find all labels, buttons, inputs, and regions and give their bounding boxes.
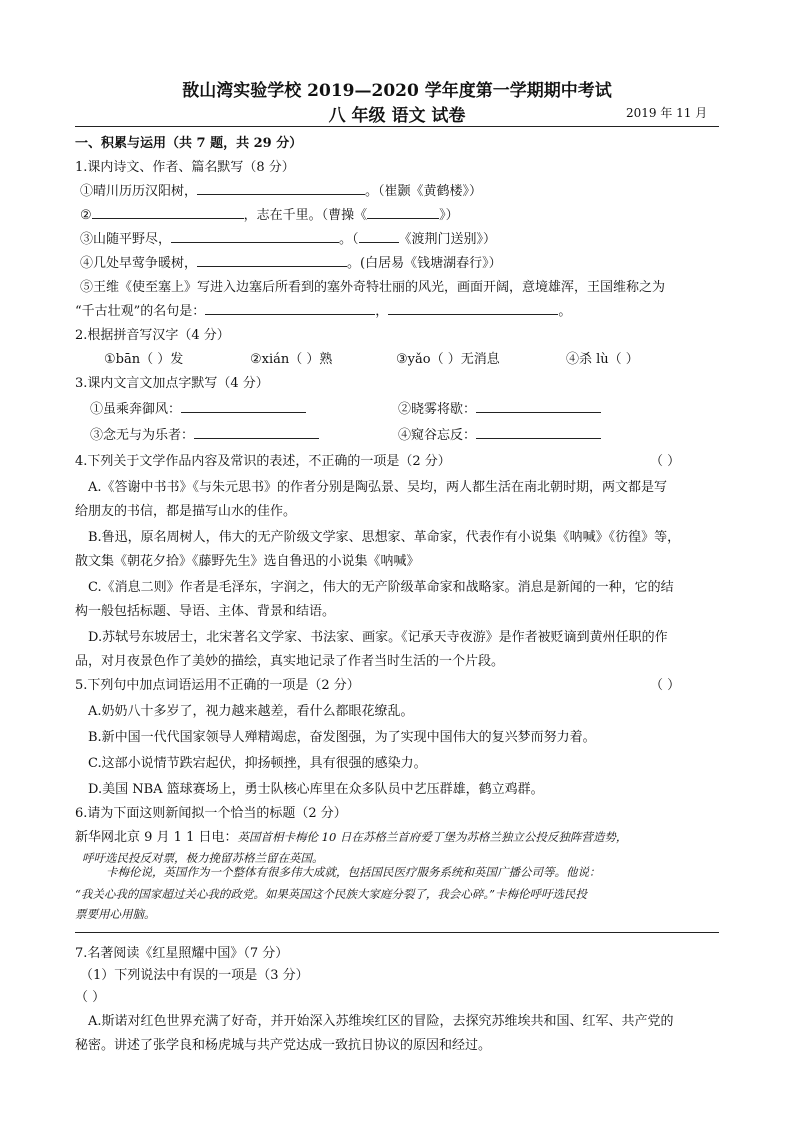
q1-line1 [80,180,482,199]
exam-subtitle: 八 年级 语文 试卷 [328,106,466,126]
q5-option-d: D.美国 NBA 篮球赛场上，勇士队核心库里在众多队员中艺压群雄，鹤立鸡群。 [88,782,544,797]
q5-option-a: A.奶奶八十多岁了，视力越来越差，看什么都眼花缭乱。 [88,704,414,719]
q1-line6-comma: ， [375,304,389,319]
q1-line4-blank[interactable] [197,254,347,267]
q1-line6-period: 。 [558,304,572,319]
q4-stem: 4.下列关于文学作品内容及常识的表述，不正确的一项是（2 分） [75,454,451,469]
q1-line1-source: 。（崔颢《黄鹤楼》） [365,184,483,199]
q4-option-b-line1: B.鲁迅，原名周树人，伟大的无产阶级文学家、思想家、革命家，代表作有小说集《呐喊》《彷徨》等， [88,530,681,545]
q7-option-a-line2: 秘密。讲述了张学良和杨虎城与共产党达成一致抗日协议的原因和经过。 [75,1038,492,1053]
header-divider [75,126,719,127]
q6-news-line3: 卡梅伦说，英国作为一个整体有很多伟大成就，包括国民医疗服务系统和英国广播公司等。他说： [106,865,601,879]
q6-news-line2: 呼吁选民投反对票，极力挽留苏格兰留在英国。 [82,851,324,865]
q3-item-2-blank[interactable] [476,400,601,413]
q5-stem: 5.下列句中加点词语运用不正确的一项是（2 分） [75,678,360,693]
q1-line6-blank2[interactable] [388,302,558,315]
q2-stem: 2.根据拼音写汉字（4 分） [75,328,230,343]
q1-line3 [80,228,496,247]
q1-line3-open: 。（ [339,232,359,247]
q4-option-c-line2: 构一般包括标题、导语、主体、背景和结语。 [75,604,336,619]
q4-option-a-line2: 给朋友的书信，都是描写山水的佳作。 [75,504,297,519]
q3-item-1 [90,398,306,417]
q1-line2-title-blank[interactable] [367,206,439,219]
q4-option-b-line2: 散文集《朝花夕拾》《藤野先生》选自鲁迅的小说集《呐喊》 [75,554,420,569]
q6-news-line1-text: 英国首相卡梅伦 10 日在苏格兰首府爱丁堡为苏格兰独立公投反独阵营造势， [237,830,628,844]
q1-line2-close: 》） [439,208,459,223]
q1-line2-prompt: ② [80,208,92,223]
q5-answer-blank[interactable]: （ ） [650,678,681,693]
q2-item-4: ④杀 lù（ ） [566,352,639,367]
q3-item-4-blank[interactable] [476,426,601,439]
exam-title: 敔山湾实验学校 2019—2020 学年度第一学期期中考试 [182,81,612,101]
q4-option-d-line2: 品，对月夜景色作了美妙的描绘，真实地记录了作者当时生活的一个片段。 [75,654,505,669]
q5-option-b: B.新中国一代代国家领导人殚精竭虑，奋发图强，为了实现中国伟大的复兴梦而努力着。 [88,730,596,745]
q3-item-3-label: ③念无与为乐者： [90,428,195,443]
q1-line4-source: 。(白居易《钱塘湖春行》） [347,256,502,271]
q6-news-dateline: 新华网北京 9 月 1 1 日电： [75,830,238,845]
q3-item-2 [398,398,601,417]
q1-line2-source: ，志在千里。（曹操《 [243,208,368,223]
q1-line2 [80,204,459,223]
q6-news-line4: “我关心我的国家超过关心我的政党。如果英国这个民族大家庭分裂了，我会心碎。”卡梅伦呼吁选民投 [75,887,588,901]
q1-line4 [80,252,502,271]
q1-line5: ⑤王维《使至塞上》写进入边塞后所看到的塞外奇特壮丽的风光，画面开阔，意境雄浑，王国维称之为 [80,280,666,295]
q7-stem: 7.名著阅读《红星照耀中国》（7 分） [75,946,289,961]
q1-line6 [75,300,571,319]
section-heading: 一、积累与运用（共 7 题，共 29 分） [75,136,303,151]
q1-line3-prompt: ③山随平野尽， [80,232,172,247]
exam-date: 2019 年 11 月 [626,106,708,120]
q4-option-d-line1: D.苏轼号东坡居士，北宋著名文学家、书法家、画家。《记承天寺夜游》是作者被贬谪到黄州任职的作 [88,630,668,645]
q1-line1-blank[interactable] [197,182,365,195]
q4-option-c-line1: C.《消息二则》作者是毛泽东，字润之，伟大的无产阶级革命家和战略家。消息是新闻的一种，它的结 [88,580,674,595]
q1-line6-blank1[interactable] [205,302,375,315]
q1-line3-author-blank[interactable] [359,230,399,243]
q3-item-1-blank[interactable] [181,400,306,413]
q7-sub1: （1）下列说法中有误的一项是（3 分） [80,968,309,983]
q6-stem: 6.请为下面这则新闻拟一个恰当的标题（2 分） [75,806,347,821]
q7-option-a-line1: A.斯诺对红色世界充满了好奇，并开始深入苏维埃红区的冒险，去探究苏维埃共和国、红军、共产党的 [88,1014,674,1029]
q3-item-3-blank[interactable] [194,426,319,439]
q1-line3-source: 《渡荆门送别》） [398,232,497,247]
q1-stem: 1.课内诗文、作者、篇名默写（8 分） [75,160,295,175]
q3-stem: 3.课内文言文加点字默写（4 分） [75,376,269,391]
q1-line3-blank[interactable] [171,230,339,243]
q3-item-4-label: ④窥谷忘反： [398,428,477,443]
q6-news-line1 [75,826,627,845]
q7-answer-blank[interactable]: （ ） [75,990,106,1005]
q5-option-c: C.这部小说情节跌宕起伏，抑扬顿挫，具有很强的感染力。 [88,756,427,771]
q1-line4-prompt: ④几处早莺争暖树， [80,256,198,271]
q1-line2-blank[interactable] [92,206,244,219]
q3-item-1-label: ①虽乘奔御风： [90,402,182,417]
q6-news-line5: 票要用心用脑。 [75,907,156,921]
q6-answer-line[interactable] [75,932,719,933]
q3-item-2-label: ②晓雾将歇： [398,402,477,417]
q3-item-3 [90,424,319,443]
q2-item-2: ②xián（ ）熟 [250,352,333,367]
q2-item-1: ①bān（ ）发 [104,352,184,367]
q1-line6-prompt: “千古壮观”的名句是： [75,304,206,319]
q3-item-4 [398,424,601,443]
q4-answer-blank[interactable]: （ ） [650,454,681,469]
q1-line1-prompt: ①晴川历历汉阳树， [80,184,198,199]
q2-item-3: ③yǎo（ ）无消息 [396,352,500,367]
q4-option-a-line1: A.《答谢中书书》《与朱元思书》的作者分别是陶弘景、吴均，两人都生活在南北朝时期，两文都是写 [88,480,668,495]
